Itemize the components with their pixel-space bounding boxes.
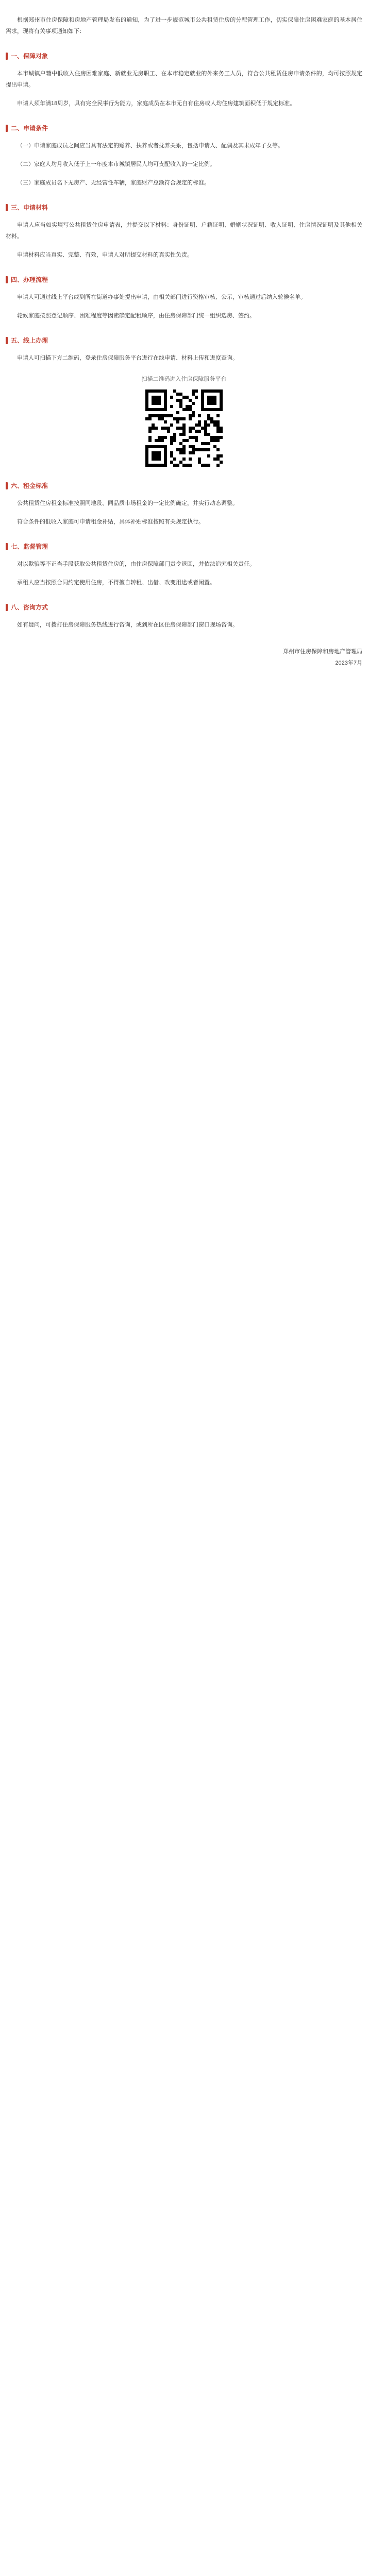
article-sections [6, 50, 362, 631]
section-title: 一、保障对象 [11, 53, 48, 60]
intro-paragraph: 根据郑州市住房保障和房地产管理局发布的通知，为了进一步规范城市公共租赁住房的分配管理工作，切实保障住房困难家庭的基本居住需求，现将有关事项通知如下： [6, 17, 362, 35]
section-paragraph: （三）家庭成员名下无房产、无经营性车辆，家庭财产总额符合规定的标准。 [17, 180, 210, 186]
qr-caption: 扫描二维码进入住房保障服务平台 [141, 376, 227, 382]
section-heading [6, 541, 362, 552]
section-paragraph: 承租人应当按照合同约定使用住房，不得擅自转租、出借、改变用途或者闲置。 [17, 580, 215, 586]
section-title: 八、咨询方式 [11, 604, 48, 611]
article-footer [6, 646, 362, 669]
section-title: 二、申请条件 [11, 125, 48, 132]
section-paragraph: 本市城镇户籍中低收入住房困难家庭、新就业无房职工、在本市稳定就业的外来务工人员，符合公共租赁住房申请条件的，均可按照规定提出申请。 [6, 71, 362, 88]
footer-org: 郑州市住房保障和房地产管理局 [283, 649, 362, 655]
qr-block [6, 374, 362, 467]
section-marker-icon [6, 53, 8, 60]
section-heading [6, 480, 362, 492]
section-marker-icon [6, 204, 8, 211]
section-marker-icon [6, 482, 8, 489]
qr-code-icon[interactable] [145, 389, 223, 467]
section-paragraph: （二）家庭人均月收入低于上一年度本市城镇居民人均可支配收入的一定比例。 [17, 161, 215, 167]
section-title: 六、租金标准 [11, 482, 48, 489]
article-page [6, 0, 362, 689]
section-paragraph: 申请材料应当真实、完整、有效，申请人对所提交材料的真实性负责。 [17, 252, 193, 258]
section-paragraph: 公共租赁住房租金标准按照同地段、同品质市场租金的一定比例确定，并实行动态调整。 [17, 500, 238, 506]
section-paragraph: 申请人须年满18周岁，具有完全民事行为能力，家庭成员在本市无自有住房或人均住房建筑面积低于规定标准。 [17, 100, 296, 107]
section-title: 七、监督管理 [11, 543, 48, 550]
section-paragraph: 轮候家庭按照登记顺序、困难程度等因素确定配租顺序，由住房保障部门统一组织选房、签约。 [17, 313, 255, 319]
footer-date: 2023年7月 [335, 660, 362, 666]
section-marker-icon [6, 337, 8, 344]
section-paragraph: 申请人可扫描下方二维码，登录住房保障服务平台进行在线申请、材料上传和进度查询。 [17, 355, 238, 361]
section-paragraph: 符合条件的低收入家庭可申请租金补贴，具体补贴标准按照有关规定执行。 [17, 519, 204, 525]
section-marker-icon [6, 276, 8, 283]
section-heading [6, 123, 362, 134]
section-paragraph: 对以欺骗等不正当手段获取公共租赁住房的，由住房保障部门责令退回，并依法追究相关责任。 [17, 561, 255, 567]
section-title: 四、办理流程 [11, 276, 48, 283]
section-marker-icon [6, 543, 8, 550]
section-paragraph: 如有疑问，可拨打住房保障服务热线进行咨询，或到所在区住房保障部门窗口现场咨询。 [17, 622, 238, 628]
section-heading [6, 274, 362, 285]
section-paragraph: （一）申请家庭成员之间应当具有法定的赡养、扶养或者抚养关系，包括申请人、配偶及其未成年子女等。 [17, 143, 283, 149]
section-heading [6, 602, 362, 613]
section-marker-icon [6, 125, 8, 132]
section-paragraph: 申请人应当如实填写公共租赁住房申请表，并提交以下材料：身份证明、户籍证明、婚姻状况证明、收入证明、住房情况证明及其他相关材料。 [6, 222, 362, 240]
section-heading [6, 50, 362, 62]
section-heading [6, 335, 362, 346]
section-title: 三、申请材料 [11, 204, 48, 211]
section-title: 五、线上办理 [11, 337, 48, 344]
section-paragraph: 申请人可通过线上平台或到所在街道办事处提出申请，由相关部门进行资格审核、公示，审核通过后纳入轮候名单。 [17, 294, 306, 300]
section-heading [6, 202, 362, 213]
section-marker-icon [6, 604, 8, 611]
